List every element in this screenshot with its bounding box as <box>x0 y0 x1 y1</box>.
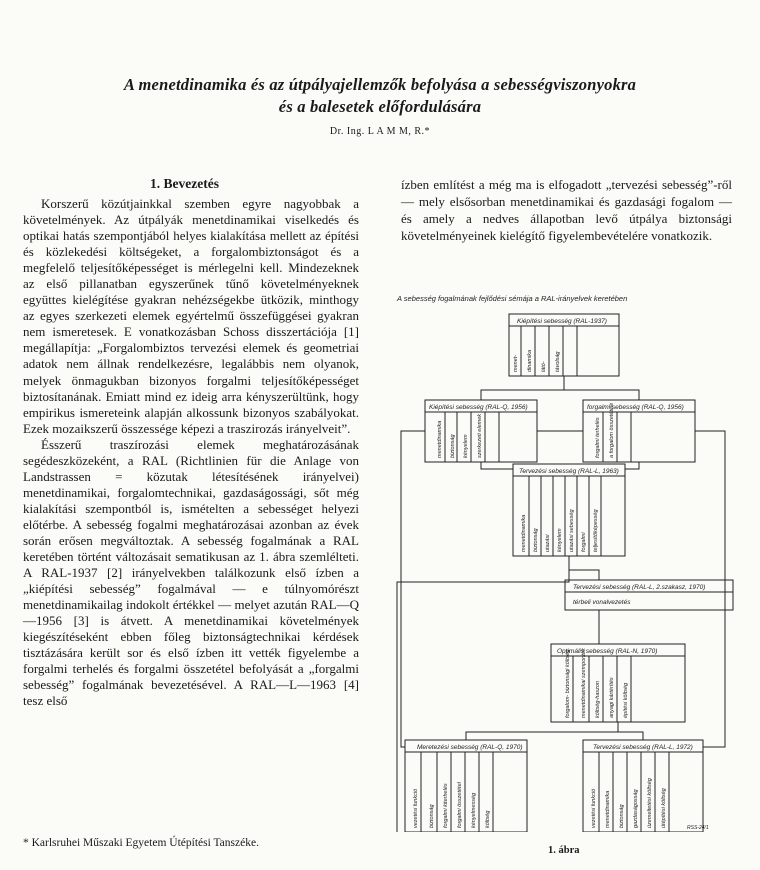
box7-title: Meretezési sebesség (RAL-Q, 1970) <box>417 744 523 751</box>
box-forgalmi-1956 <box>583 400 695 462</box>
box6-item: építési költség <box>623 682 629 718</box>
box6-item: menetdinamikai szempontok <box>581 648 587 718</box>
box-kiepitesi-1937 <box>509 314 619 376</box>
box4-item: utazási sebesség <box>569 509 575 552</box>
box4-item: forgalmi <box>581 532 587 552</box>
author-line: Dr. Ing. L A M M, R.* <box>329 126 431 137</box>
box2-item: kényelem <box>463 434 469 458</box>
box8-item: üzemeltetési költség <box>647 778 653 828</box>
footnote: * Karlsruhei Műszaki Egyetem Útépítési Tanszéke. <box>23 837 259 849</box>
box1-item: dinamika <box>527 349 533 372</box>
box-optimalis-1970 <box>551 644 685 722</box>
box8-item: útépítési költség <box>661 788 667 828</box>
box7-item: kényelmesség <box>471 792 477 828</box>
box6-item: anyagi kártérítés <box>609 677 615 718</box>
box8-item: menetdinamika <box>605 790 611 828</box>
box1-item: látó- <box>541 361 547 372</box>
figure-stamp: RSS-24/1 <box>687 825 709 831</box>
box6-title: Optimális sebesség (RAL-N, 1970) <box>557 648 658 655</box>
right-column <box>401 176 732 244</box>
box6-item: forgalom- biztonsági költség <box>565 649 571 718</box>
box7-item: vezetési funkció <box>413 788 419 828</box>
box4-item: menetdinamika <box>521 514 527 552</box>
title-line-1: A menetdinamika és az útpályajellemzők befolyása a sebességviszonyokra <box>123 75 637 94</box>
section-heading: 1. Bevezetés <box>150 176 219 191</box>
right-paragraph: ízben említést a még ma is elfogadott „tervezési sebesség”-ről — mely elsősorban menetdinamikai és gazdasági fogalom — és amely a nedves állapotban levő útpálya biztonsági követelményeinek kielégítő figyelembevételére vonatkozik. <box>401 177 732 243</box>
box1-item: menet- <box>513 354 519 372</box>
box8-item: gazdaságosság <box>633 789 639 828</box>
box4-item: kényelem <box>557 528 563 552</box>
box8-item: biztonság <box>619 804 625 828</box>
box3-item: forgalmi terhelés <box>595 417 601 458</box>
box3-title: forgalmi sebesség (RAL-Q, 1956) <box>587 404 684 411</box>
box1-title: Kiépítési sebesség (RAL-1937) <box>517 318 607 325</box>
box4-item: biztonság <box>533 528 539 552</box>
box2-item: szerkezeti elemek <box>477 413 483 458</box>
box2-item: biztonság <box>450 434 456 458</box>
box4-item: teljesítőképesség <box>593 509 599 552</box>
box7-item: költség <box>485 810 491 828</box>
box3-item: a forgalom összetétele <box>609 402 615 458</box>
box-tervezesi-1963 <box>513 464 625 556</box>
box-kiepitesi-1956 <box>425 400 537 462</box>
box5-sub: térbeli vonalvezetés <box>573 599 631 606</box>
box4-item: utazási <box>545 534 551 552</box>
box8-item: vezetési funkció <box>591 788 597 828</box>
paragraph-1: Korszerű közútjainkkal szemben egyre nagyobbak a követelmények. Az útpályák menetdinamikai viselkedés és optikai hatás szempontjából helyes kialakítása mellett az építési és közlekedési költségeket, a forgalombiztonságot és a megfelelő teljesítőképességet is mérlegelni kell. Mindezeknek az első pillanatban egyszerűnek tűnő követelményeknek együttes kielégítése gyakran nehézségekbe ütközik, minthogy az egyes szerkezeti elemek egyértelmű összefüggései gyakran nem ismeretesek. E vonatkozásban Schoss disszertációja [1] megállapítja: „Forgalombiztos tervezési elemek és geometriai adatok nem állnak rendelkezésre, legalábbis nem olyanok, melyek önmagukban bizonyos forgalmi teljesítőképességet biztosítanának. Emiatt mind ez ideig arra kényszerültünk, hogy empirikus ismereteink alapján alkossunk bizonyos szabályokat. Ezek mozaikszerű összessége képezi a traszirozás irányelveit”. <box>23 196 359 436</box>
box8-title: Tervezési sebesség (RAL-L, 1972) <box>593 744 693 751</box>
box4-title: Tervezési sebesség (RAL-L, 1963) <box>519 468 619 475</box>
box6-item: költség-haszon <box>595 681 601 718</box>
box7-item: forgalmi kiterhelés <box>443 783 449 828</box>
title-line-2: és a balesetek előfordulására <box>278 97 482 116</box>
box7-item: forgalmi összetétel <box>457 782 463 828</box>
box-tervezesi-1972 <box>583 740 703 832</box>
box7-item: biztonság <box>429 804 435 828</box>
article-title <box>0 74 760 118</box>
box5-title: Tervezési sebesség (RAL-L, 2.szakasz, 1970) <box>573 584 706 591</box>
diagram-caption: A sebesség fogalmának fejlődési sémája a RAL-irányelvek keretében <box>397 294 628 303</box>
left-column <box>23 196 359 710</box>
box-tervezesi-1970 <box>565 580 733 610</box>
paragraph-2: Ésszerű traszírozási elemek meghatározásának segédeszközeként, a RAL (Richtlinien für die Anlage von Landstrassen = közutak létesítésének irányelvei) menetdinamikai, forgalomtechnikai, gazdaságossági, sőt még kialakítási szempontból is, ismételten a sebességet helyezi előtérbe. A sebesség fogalmi meghatározásai azonban az évek során erősen megváltoztak. A sebesség fogalmának a RAL keretében történt változásait sematikusan az 1. ábra szemlélteti. A RAL-1937 [2] irányelvekben találkozunk első ízben a „kiépítési sebesség” fogalmával — e túlnyomórészt menetdinamikailag indokolt értékkel — melyet azután RAL—Q—1956 [3] is átvett. A menetdinamikai követelmények kiegészítéseként ebben főleg biztonságtechnikai kérdések tisztázására került sor és első ízben itt vették figyelembe a forgalmi terhelés és forgalmi összetétel befolyását a „forgalmi sebesség” fogalmának bevezetésével. A RAL—L—1963 [4] tesz első <box>23 436 359 709</box>
box1-item: távolság <box>555 351 561 372</box>
box2-title: Kiépítési sebesség (RAL-Q, 1956) <box>429 404 528 411</box>
box2-item: menetdinamika <box>437 420 443 458</box>
box-meretezesi-1970 <box>405 740 527 832</box>
figure-diagram <box>395 292 740 832</box>
figure-label: 1. ábra <box>548 845 580 856</box>
diagram-connectors <box>397 376 725 832</box>
